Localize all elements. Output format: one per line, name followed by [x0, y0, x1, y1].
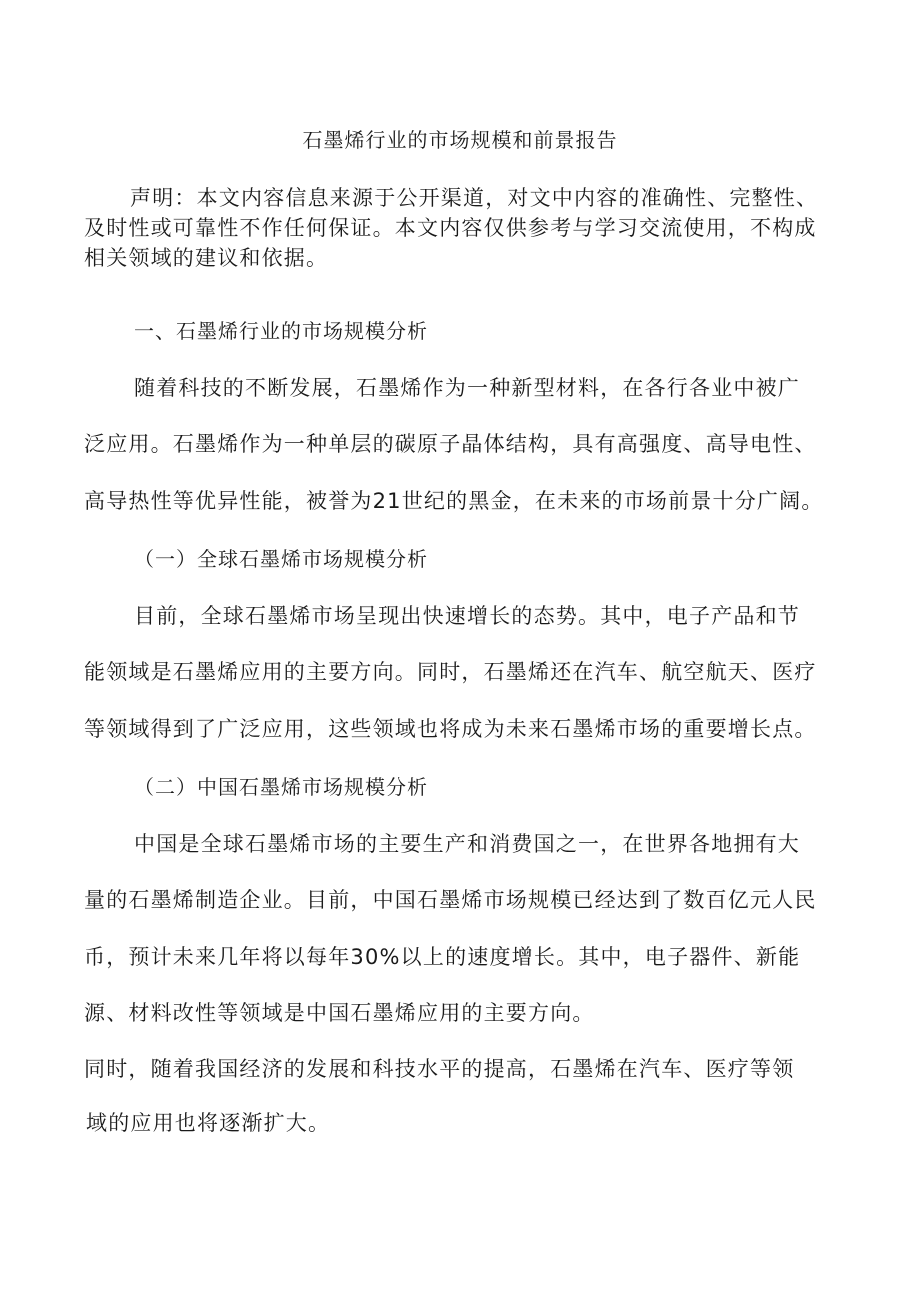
subsection-1-line-3: 等领域得到了广泛应用，这些领域也将成为未来石墨烯市场的重要增长点。 — [84, 717, 817, 741]
section-1-line-2: 泛应用。石墨烯作为一种单层的碳原子晶体结构，具有高强度、高导电性、 — [84, 432, 817, 456]
subsection-1-line-2: 能领域是石墨烯应用的主要方向。同时，石墨烯还在汽车、航空航天、医疗 — [84, 660, 817, 684]
subsection-2-line-1: 中国是全球石墨烯市场的主要生产和消费国之一，在世界各地拥有大 — [134, 832, 800, 856]
subsection-1-line-1: 目前，全球石墨烯市场呈现出快速增长的态势。其中，电子产品和节 — [134, 604, 800, 628]
document-title: 石墨烯行业的市场规模和前景报告 — [302, 128, 618, 152]
disclaimer-line-3: 相关领域的建议和依据。 — [84, 246, 329, 270]
subsection-2-heading: （二）中国石墨烯市场规模分析 — [134, 775, 428, 799]
section-1-line-1: 随着科技的不断发展，石墨烯作为一种新型材料，在各行各业中被广 — [134, 376, 800, 400]
section-1-line-3: 高导热性等优异性能，被誉为21世纪的黑金，在未来的市场前景十分广阔。 — [84, 489, 824, 513]
section-1-heading: 一、石墨烯行业的市场规模分析 — [134, 319, 428, 343]
subsection-2-line-3: 币，预计未来几年将以每年30%以上的速度增长。其中，电子器件、新能 — [84, 945, 801, 969]
subsection-2-line-6: 域的应用也将逐渐扩大。 — [86, 1111, 331, 1135]
subsection-2-line-4: 源、材料改性等领域是中国石墨烯应用的主要方向。 — [84, 1001, 595, 1025]
subsection-2-line-5: 同时，随着我国经济的发展和科技水平的提高，石墨烯在汽车、医疗等领 — [84, 1057, 795, 1081]
disclaimer-line-2: 及时性或可靠性不作任何保证。本文内容仅供参考与学习交流使用，不构成 — [84, 216, 817, 240]
subsection-1-heading: （一）全球石墨烯市场规模分析 — [134, 547, 428, 571]
disclaimer-line-1: 声明：本文内容信息来源于公开渠道，对文中内容的准确性、完整性、 — [130, 186, 819, 210]
subsection-2-line-2: 量的石墨烯制造企业。目前，中国石墨烯市场规模已经达到了数百亿元人民 — [84, 888, 817, 912]
